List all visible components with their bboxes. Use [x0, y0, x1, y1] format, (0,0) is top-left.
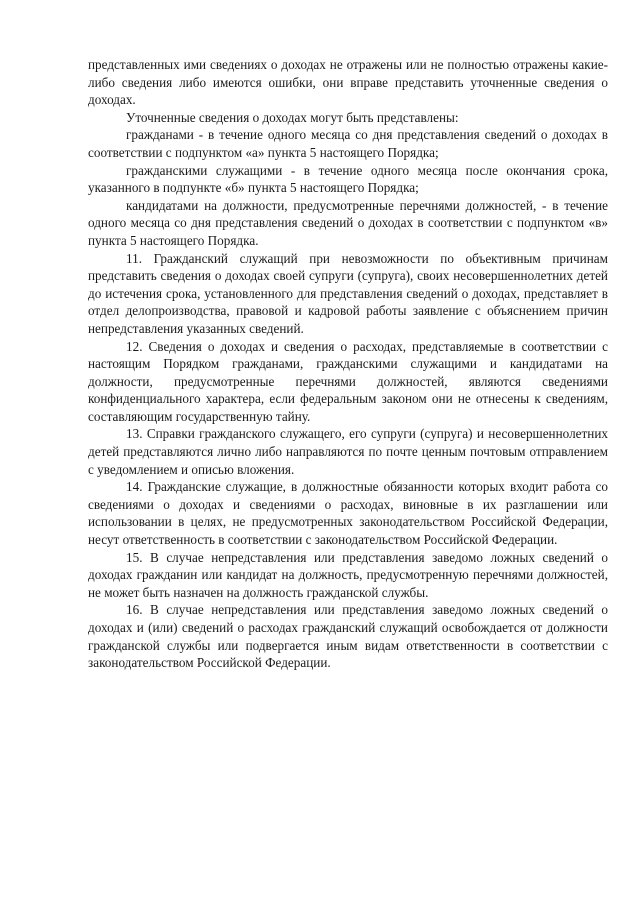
paragraph-candidates: кандидатами на должности, предусмотренные перечнями должностей, - в течение одного месяца со дня представления сведений о доходах в соответствии с подпунктом «в» пункта 5 настоящего Порядка.	[88, 197, 608, 248]
paragraph-item-13: 13. Справки гражданского служащего, его супруги (супруга) и несовершеннолетних детей представляются лично либо направляются по почте ценным почтовым отправлением с уведомлением и описью вложения.	[88, 426, 608, 477]
paragraph-item-12: 12. Сведения о доходах и сведения о расходах, представляемые в соответствии с настоящим Порядком гражданами, гражданскими служащими и кандидатами на должности, предусмотренные перечнями должностей, являются сведениями конфиденциального характера, если федеральным законом они не отнесены к сведениям, составляющим государственную тайну.	[88, 338, 608, 424]
paragraph-item-11: 11. Гражданский служащий при невозможности по объективным причинам представить сведения о доходах своей супруги (супруга), своих несовершеннолетних детей до истечения срока, установленного для представления сведений о доходах, представляет в отдел делопроизводства, правовой и кадровой работы заявление с объяснением причин непредставления указанных сведений.	[88, 250, 608, 336]
paragraph-continuation: представленных ими сведениях о доходах не отражены или не полностью отражены какие-либо сведения либо имеются ошибки, они вправе представить уточненные сведения о доходах.	[88, 57, 608, 108]
paragraph-item-14: 14. Гражданские служащие, в должностные обязанности которых входит работа со сведениями о доходах и сведениями о расходах, виновные в их разглашении или использовании в целях, не предусмотренных законодательством Российской Федерации, несут ответственность в соответствии с законодательством Российской Федерации.	[88, 479, 608, 548]
paragraph-item-15: 15. В случае непредставления или представления заведомо ложных сведений о доходах гражданин или кандидат на должность, предусмотренную перечнями должностей, не может быть назначен на должность гражданской службы.	[88, 549, 608, 600]
paragraph-clarified-intro: Уточненные сведения о доходах могут быть представлены:	[126, 109, 459, 125]
paragraph-item-16: 16. В случае непредставления или представления заведомо ложных сведений о доходах и (или) сведений о расходах гражданский служащий освобождается от должности гражданской службы или подвергается иным видам ответственности в соответствии с законодательством Российской Федерации.	[88, 602, 608, 671]
paragraph-citizens: гражданами - в течение одного месяца со дня представления сведений о доходах в соответствии с подпунктом «а» пункта 5 настоящего Порядка;	[88, 127, 608, 160]
document-page	[88, 56, 608, 672]
paragraph-civil-servants: гражданскими служащими - в течение одного месяца после окончания срока, указанного в подпункте «б» пункта 5 настоящего Порядка;	[88, 162, 608, 196]
